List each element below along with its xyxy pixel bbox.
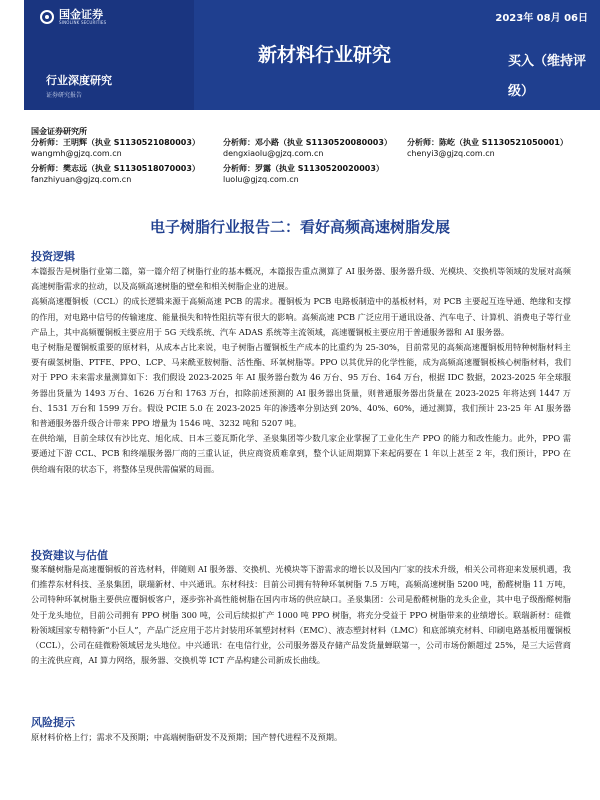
analyst-deng xyxy=(223,137,407,159)
section-heading-logic: 投资逻辑 xyxy=(31,250,75,263)
report-subtitle: 证券研究报告 xyxy=(46,92,83,99)
rating-badge: 买入（维持评级） xyxy=(508,54,587,99)
analyst-name: 分析师：陈屹（执业 S1130521050001） xyxy=(407,138,568,147)
analyst-wang xyxy=(31,137,223,159)
analyst-email[interactable]: fanzhiyuan@gjzq.com.cn xyxy=(31,175,132,184)
industry-title: 新材料行业研究 xyxy=(258,44,392,66)
paragraph: 聚苯醚树脂是高速覆铜板的首选材料，伴随则 AI 服务器、交换机、光模块等下游需求的增长以及国内厂家的技术升级，相关公司将迎来发展机遇，我们推荐东材科技、圣泉集团，联瑞新材、中兴通讯。东材科技：目前公司拥有特种环氧树脂 7.5 万吨，高频高速树脂 5200 吨，酚醛树脂 11 万吨，公司特种环氧树脂主要供应覆铜板客户，逐步弥补高性能树脂在国内市场的供应缺口。圣泉集团：公司是酚醛树脂的龙头企业，其中电子级酚醛树脂处于龙头地位，目前公司拥有 PPO 树脂 300 吨，公司后续拟扩产 1000 吨 PPO 树脂，将充分受益于 PPO 树脂带来的业绩增长。联瑞新材：硅微粉领域国家专精特新“小巨人”，产品广泛应用于芯片封装用环氧塑封材料（EMC）、液态塑封材料（LMC）和底部填充材料、印刷电路基板用覆铜板（CCL），公司在硅微粉领域居龙头地位。中兴通讯：在电信行业，公司服务器及存储产品发货量蝉联第一，公司市场份额超过 25%，是三大运营商的主流供应商，AI 算力网络，服务器、交换机等 ICT 产品构建公司新成长曲线。 xyxy=(31,564,571,666)
report-type: 行业深度研究 xyxy=(46,74,112,87)
analyst-fan xyxy=(31,163,223,185)
analyst-email[interactable]: dengxiaolu@gjzq.com.cn xyxy=(223,149,324,158)
analyst-chen xyxy=(407,137,587,159)
paragraph: 高频高速覆铜板（CCL）的成长逻辑来源于高频高速 PCB 的需求。覆铜板为 PCB 电路板制造中的基板材料，对 PCB 主要起互连导通、绝缘和支撑的作用，对电路中信号的传输速度、能量损失和特性阻抗等有很大的影响。高频高速 PCB 广泛应用于通讯设备、汽车电子、计算机、消费电子等行业产品上，其中高频覆铜板主要应用于 5G 天线系统、汽车 ADAS 系统等主流领域，高速覆铜板主要应用于普通服务器和 AI 服务器。 xyxy=(31,296,571,337)
section-body-advice xyxy=(31,562,571,668)
paragraph: 原材料价格上行；需求不及预期；中高端树脂研发不及预期；国产替代进程不及预期。 xyxy=(31,732,343,742)
document-title: 电子树脂行业报告二：看好高频高速树脂发展 xyxy=(149,218,450,236)
analyst-name: 分析师：樊志远（执业 S1130518070003） xyxy=(31,164,200,173)
analyst-block xyxy=(31,126,591,185)
logo-en: SINOLINK SECURITIES xyxy=(59,20,107,25)
paragraph: 电子树脂是覆铜板重要的原材料，从成本占比来说，电子树脂占覆铜板生产成本的比重约为 25-30%，目前常见的高频高速覆铜板用特种树脂材料主要有碳氢树脂、PTFE、PPO、LCP、马来酰亚胺树脂、活性酯、环氧树脂等。PPO 以其优异的化学性能，成为高频高速覆铜板核心树脂材料，我们对于 PPO 未来需求量测算如下：我们假设 2023-2025 年 AI 服务器台数为 46 万台、95 万台、164 万台，根据 IDC 数据，2023-2025 年全球服务器出货量为 1493 万台、1626 万台和 1763 万台，扣除前述预测的 AI 服务器出货量，则普通服务器出货量在 2023-2025 年将达到 1447 万台、1531 万台和 1599 万台。假设 PCIE 5.0 在 2023-2025 年的渗透率分别达到 20%、40%、60%，通过测算，我们预计 23-25 年 AI 服务器和普通服务器升级合计带来 PPO 增量为 1546 吨、3232 吨和 5207 吨。 xyxy=(31,342,571,429)
section-body-logic xyxy=(31,264,571,477)
analyst-email[interactable]: luolu@gjzq.com.cn xyxy=(223,175,299,184)
analyst-email[interactable]: chenyi3@gjzq.com.cn xyxy=(407,149,495,158)
paragraph: 本篇报告是树脂行业第二篇，第一篇介绍了树脂行业的基本概况，本篇报告重点测算了 AI 服务器、服务器升级、光模块、交换机等领域的发展对高频高速树脂需求的拉动，以及高频高速树脂的壁垒和相关树脂企业的进展。 xyxy=(31,266,571,292)
logo-cn: 国金证券 xyxy=(59,8,103,21)
analyst-name: 分析师：邓小路（执业 S1130520080003） xyxy=(223,138,392,147)
section-body-risk xyxy=(31,730,571,745)
sinolink-logo xyxy=(40,6,180,28)
analyst-email[interactable]: wangmh@gjzq.com.cn xyxy=(31,149,122,158)
analyst-row xyxy=(31,137,591,159)
section-heading-advice: 投资建议与估值 xyxy=(31,549,108,562)
analyst-name: 分析师：王明辉（执业 S1130521080003） xyxy=(31,138,200,147)
institute-name: 国金证券研究所 xyxy=(31,127,87,136)
analyst-row xyxy=(31,163,591,185)
paragraph: 在供给端，目前全球仅有沙比克、旭化成、日本三菱瓦斯化学、圣泉集团等少数几家企业掌握了工业化生产 PPO 的能力和改性能力。此外，PPO 需要通过下游 CCL、PCB 和终端服务器厂商的三重认证，供应商资质难拿到，整个认证周期算下来起码要在 1 年以上甚至 2 年，我们预计，PPO 在供给端有限的状态下，将整体呈现供需偏紧的局面。 xyxy=(31,433,571,474)
report-date: 2023年 08月 06日 xyxy=(495,13,588,24)
section-heading-risk: 风险提示 xyxy=(31,716,75,729)
analyst-luo xyxy=(223,163,407,185)
analyst-name: 分析师：罗露（执业 S1130520020003） xyxy=(223,164,384,173)
logo-icon xyxy=(40,10,54,24)
